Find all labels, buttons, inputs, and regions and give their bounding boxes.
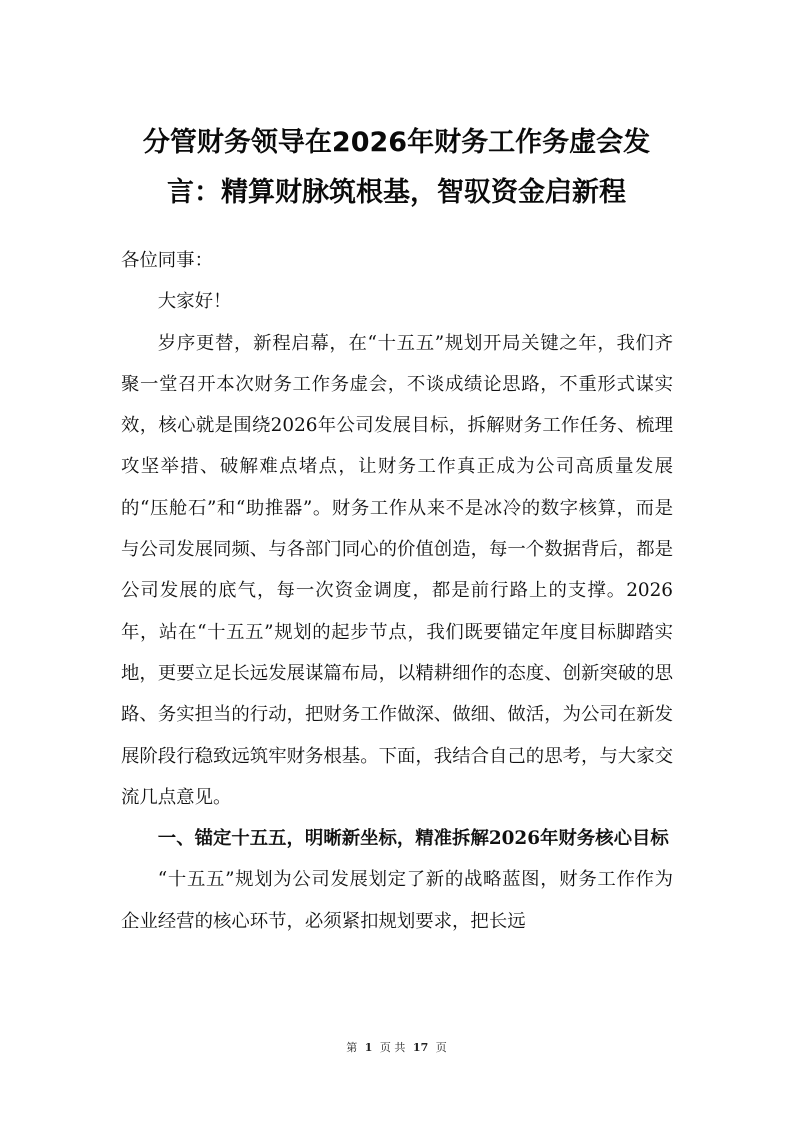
document-body <box>121 240 673 942</box>
title-line-2: 言：精算财脉筑根基，智驭资金启新程 <box>167 177 626 208</box>
paragraph-section-1: “十五五”规划为公司发展划定了新的战略蓝图，财务工作作为企业经营的核心环节，必须紧扣规划要求，把长远 <box>121 869 673 932</box>
footer-total-pages: 17 <box>412 1041 429 1054</box>
document-title <box>100 118 693 218</box>
salutation: 各位同事： <box>121 250 213 271</box>
section-heading-1: 一、锚定十五五，明晰新坐标，精准拆解2026年财务核心目标 <box>157 828 669 850</box>
page-footer <box>0 1041 793 1055</box>
greeting: 大家好！ <box>157 291 232 313</box>
footer-page-number: 1 <box>364 1041 373 1054</box>
paragraph-intro: 岁序更替，新程启幕，在“十五五”规划开局关键之年，我们齐聚一堂召开本次财务工作务虚会，不谈成绩论思路，不重形式谋实效，核心就是围绕2026年公司发展目标，拆解财务工作任务、梳理攻坚举措、破解难点堵点，让财务工作真正成为公司高质量发展的“压舱石”和“助推器”。财务工作从来不是冰冷的数字核算，而是与公司发展同频、与各部门同心的价值创造，每一个数据背后，都是公司发展的底气，每一次资金调度，都是前行路上的支撑。2026年，站在“十五五”规划的起步节点，我们既要锚定年度目标脚踏实地，更要立足长远发展谋篇布局，以精耕细作的态度、创新突破的思路、务实担当的行动，把财务工作做深、做细、做活，为公司在新发展阶段行稳致远筑牢财务根基。下面，我结合自己的思考，与大家交流几点意见。 <box>121 332 673 808</box>
title-line-1: 分管财务领导在2026年财务工作务虚会发 <box>142 127 651 158</box>
footer-suffix: 页 <box>435 1041 447 1054</box>
footer-prefix: 第 <box>346 1041 358 1054</box>
footer-middle: 页 共 <box>379 1041 406 1054</box>
